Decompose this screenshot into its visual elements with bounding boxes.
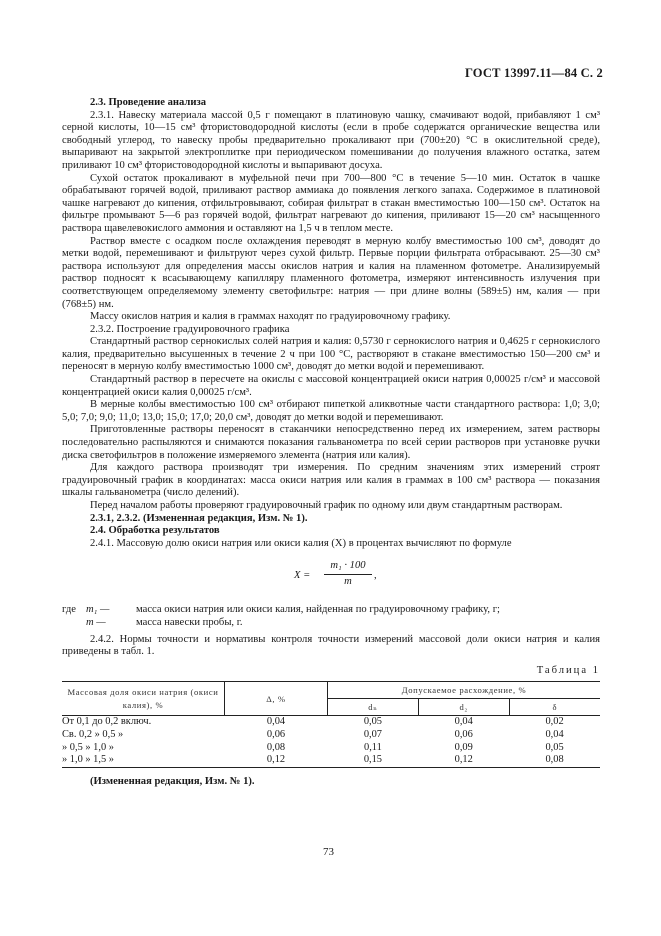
table-cell-dn: 0,05	[363, 716, 382, 728]
legend-row	[62, 604, 600, 617]
table-cell-d2: 0,12	[454, 754, 473, 766]
table-header-dn: dₙ	[328, 699, 419, 716]
legend-symbol: m₁ —	[86, 604, 110, 616]
table-cell-dd: 0,05	[545, 741, 564, 753]
paragraph-standard-solution: Стандартный раствор сернокислых солей натрия и калия: 0,5730 г сернокислого натрия и 0,4625 г сернокислого калия, предварительно высушенных в течение 2 ч при 100 °С, растворяют в стакане вместимостью 150—200 см³ и переносят в мерную колбу вместимостью 1000 см³, доводят до метки водой и перемешивают.	[62, 336, 600, 373]
table-header-mass-fraction: Массовая доля окиси натрия (окиси калия), %	[67, 687, 219, 710]
table-cell-d2: 0,06	[454, 728, 473, 740]
table-caption: Таблица 1	[536, 664, 600, 676]
paragraph-dry-residue: Сухой остаток прокаливают в муфельной печи при 700—800 °С в течение 5—10 мин. Остаток в чашке обрабатывают горячей водой, приливают раствор аммиака до появления легкого запаха. Содержимое в платиновой чашке нагревают до кипения, отфильтровывают, собирая фильтрат в стакан вместимостью 100—150 см³. Остаток на фильтре промывают 5—6 раз горячей водой, фильтрат нагревают до кипения, приливают 15—20 см³ насыщенного раствора щавелевокислого аммония и оставляют на 1,5 ч в теплом месте.	[62, 172, 600, 234]
table-header-d2: d₂	[418, 699, 509, 716]
table-cell-delta: 0,04	[266, 716, 286, 728]
table-cell-dd: 0,04	[545, 728, 564, 740]
amendment-note-2: (Измененная редакция, Изм. № 1).	[90, 775, 255, 787]
table-header-delta-small: δ	[509, 699, 600, 716]
table-cell-range: От 0,1 до 0,2 включ.	[62, 716, 152, 728]
table-cell-dn: 0,07	[363, 728, 382, 740]
legend-text: масса окиси натрия или окиси калия, найденная по градуировочному графику, г;	[136, 604, 500, 616]
formula-lhs: X =	[294, 570, 311, 582]
table-cell-range: » 0,5 » 1,0 »	[62, 741, 114, 753]
table-row	[62, 742, 600, 755]
amendment-note-1: 2.3.1, 2.3.2. (Измененная редакция, Изм. № 1).	[90, 512, 308, 524]
legend-prefix: где	[62, 604, 76, 616]
formula-numerator: m₁ · 100	[324, 560, 372, 575]
table-cell-delta: 0,12	[266, 754, 286, 766]
table-cell-d2: 0,04	[454, 716, 473, 728]
table-cell-dn: 0,15	[363, 754, 382, 766]
table-cell-d2: 0,09	[454, 741, 473, 753]
table-header-delta: Δ, %	[225, 682, 328, 716]
formula-legend	[62, 604, 600, 629]
paragraph-before-work: Перед началом работы проверяют градуировочный график по одному или двум стандартным растворам.	[90, 500, 563, 511]
legend-prefix	[62, 617, 86, 630]
document-body	[62, 97, 600, 788]
table-row	[62, 754, 600, 767]
legend-row	[62, 617, 600, 630]
table-cell-dd: 0,08	[545, 754, 564, 766]
table-header-tolerance: Допускаемое расхождение, %	[328, 682, 601, 699]
table-cell-dn: 0,11	[364, 741, 382, 753]
page-header: ГОСТ 13997.11—84 С. 2	[464, 66, 603, 80]
table-row	[62, 716, 600, 729]
paragraph-2-4-2: 2.4.2. Нормы точности и нормативы контроля точности измерений массовой доли окиси натрия и калия приведены в табл. 1.	[62, 633, 600, 658]
paragraph-2-3-2: 2.3.2. Построение градуировочного графика	[90, 323, 290, 335]
paragraph-flasks: В мерные колбы вместимостью 100 см³ отбирают пипеткой аликвотные части стандартного раствора: 1,0; 3,0; 5,0; 7,0; 9,0; 11,0; 13,0; 15,0; 17,0; 20,0 см³, доводят до метки водой и перемешивают.	[62, 399, 600, 423]
page-number: 73	[323, 846, 334, 858]
paragraph-solution: Раствор вместе с осадком после охлаждения переводят в мерную колбу вместимостью 100 см³, доводят до метки водой, перемешивают и фильтруют через сухой фильтр. Первые порции фильтрата отбрасывают. 25—30 см³ раствора используют для определения массы окислов натрия и калия на пламенном фотометре. Анализируемый раствор подносят к всасывающему капилляру пламенного фотометра, измеряют интенсивность излучения при соответствующем определяемому элементу светофильтре: натрия — при длине волны (589±5) нм, калия — при (768±5) нм.	[62, 235, 600, 310]
table-cell-delta: 0,06	[266, 728, 286, 740]
table-1	[62, 681, 600, 767]
paragraph-2-3-1: 2.3.1. Навеску материала массой 0,5 г помещают в платиновую чашку, смачивают водой, прибавляют 1 см³ серной кислоты, 10—15 см³ фтористоводородной кислоты (если в пробе содержатся органические вещества или свободный углерод, то навеску пробы предварительно прокаливают при (700±20) °С в окислительной среде), выпаривают на закрытой электроплитке при периодическом помешивании до получения влажного остатка, затем приливают 10 см³ фтористоводородной кислоты и выпаривают досуха.	[62, 109, 600, 171]
formula-tail: ,	[374, 570, 377, 582]
paragraph-2-4-1: 2.4.1. Массовую долю окиси натрия или окиси калия (X) в процентах вычисляют по формуле	[90, 537, 512, 549]
legend-text: масса навески пробы, г.	[136, 616, 243, 628]
paragraph-standard-oxides: Стандартный раствор в пересчете на окислы с массовой концентрацией окиси натрия 0,00025 г/см³ и массовой концентрацией окиси калия 0,00025 г/см³.	[62, 374, 600, 398]
section-2-4-title: 2.4. Обработка результатов	[90, 525, 220, 537]
formula-denominator: m	[344, 575, 352, 587]
paragraph-prepared: Приготовленные растворы переносят в стаканчики непосредственно перед их измерением, затем растворы последовательно распыляются и снимаются показания гальванометра по всей серии растворов при установке ручки диска светофильтров в положение измеряемого элемента (натрия или калия).	[62, 424, 600, 461]
table-row	[62, 729, 600, 742]
paragraph-mass: Массу окислов натрия и калия в граммах находят по градуировочному графику.	[90, 311, 451, 323]
table-cell-delta: 0,08	[266, 741, 286, 753]
legend-symbol: m —	[86, 616, 106, 628]
table-cell-range: Св. 0,2 » 0,5 »	[62, 728, 124, 740]
paragraph-each-solution: Для каждого раствора производят три измерения. По средним значениям этих измерений строят градуировочный график в координатах: масса окиси натрия или калия в граммах в 100 см³ раствора — показания шкалы гальванометра (число делений).	[62, 462, 600, 499]
table-cell-dd: 0,02	[545, 716, 564, 728]
section-2-3-title: 2.3. Проведение анализа	[90, 97, 206, 108]
formula-fraction	[324, 560, 372, 588]
formula	[62, 560, 600, 594]
table-cell-range: » 1,0 » 1,5 »	[62, 754, 114, 766]
